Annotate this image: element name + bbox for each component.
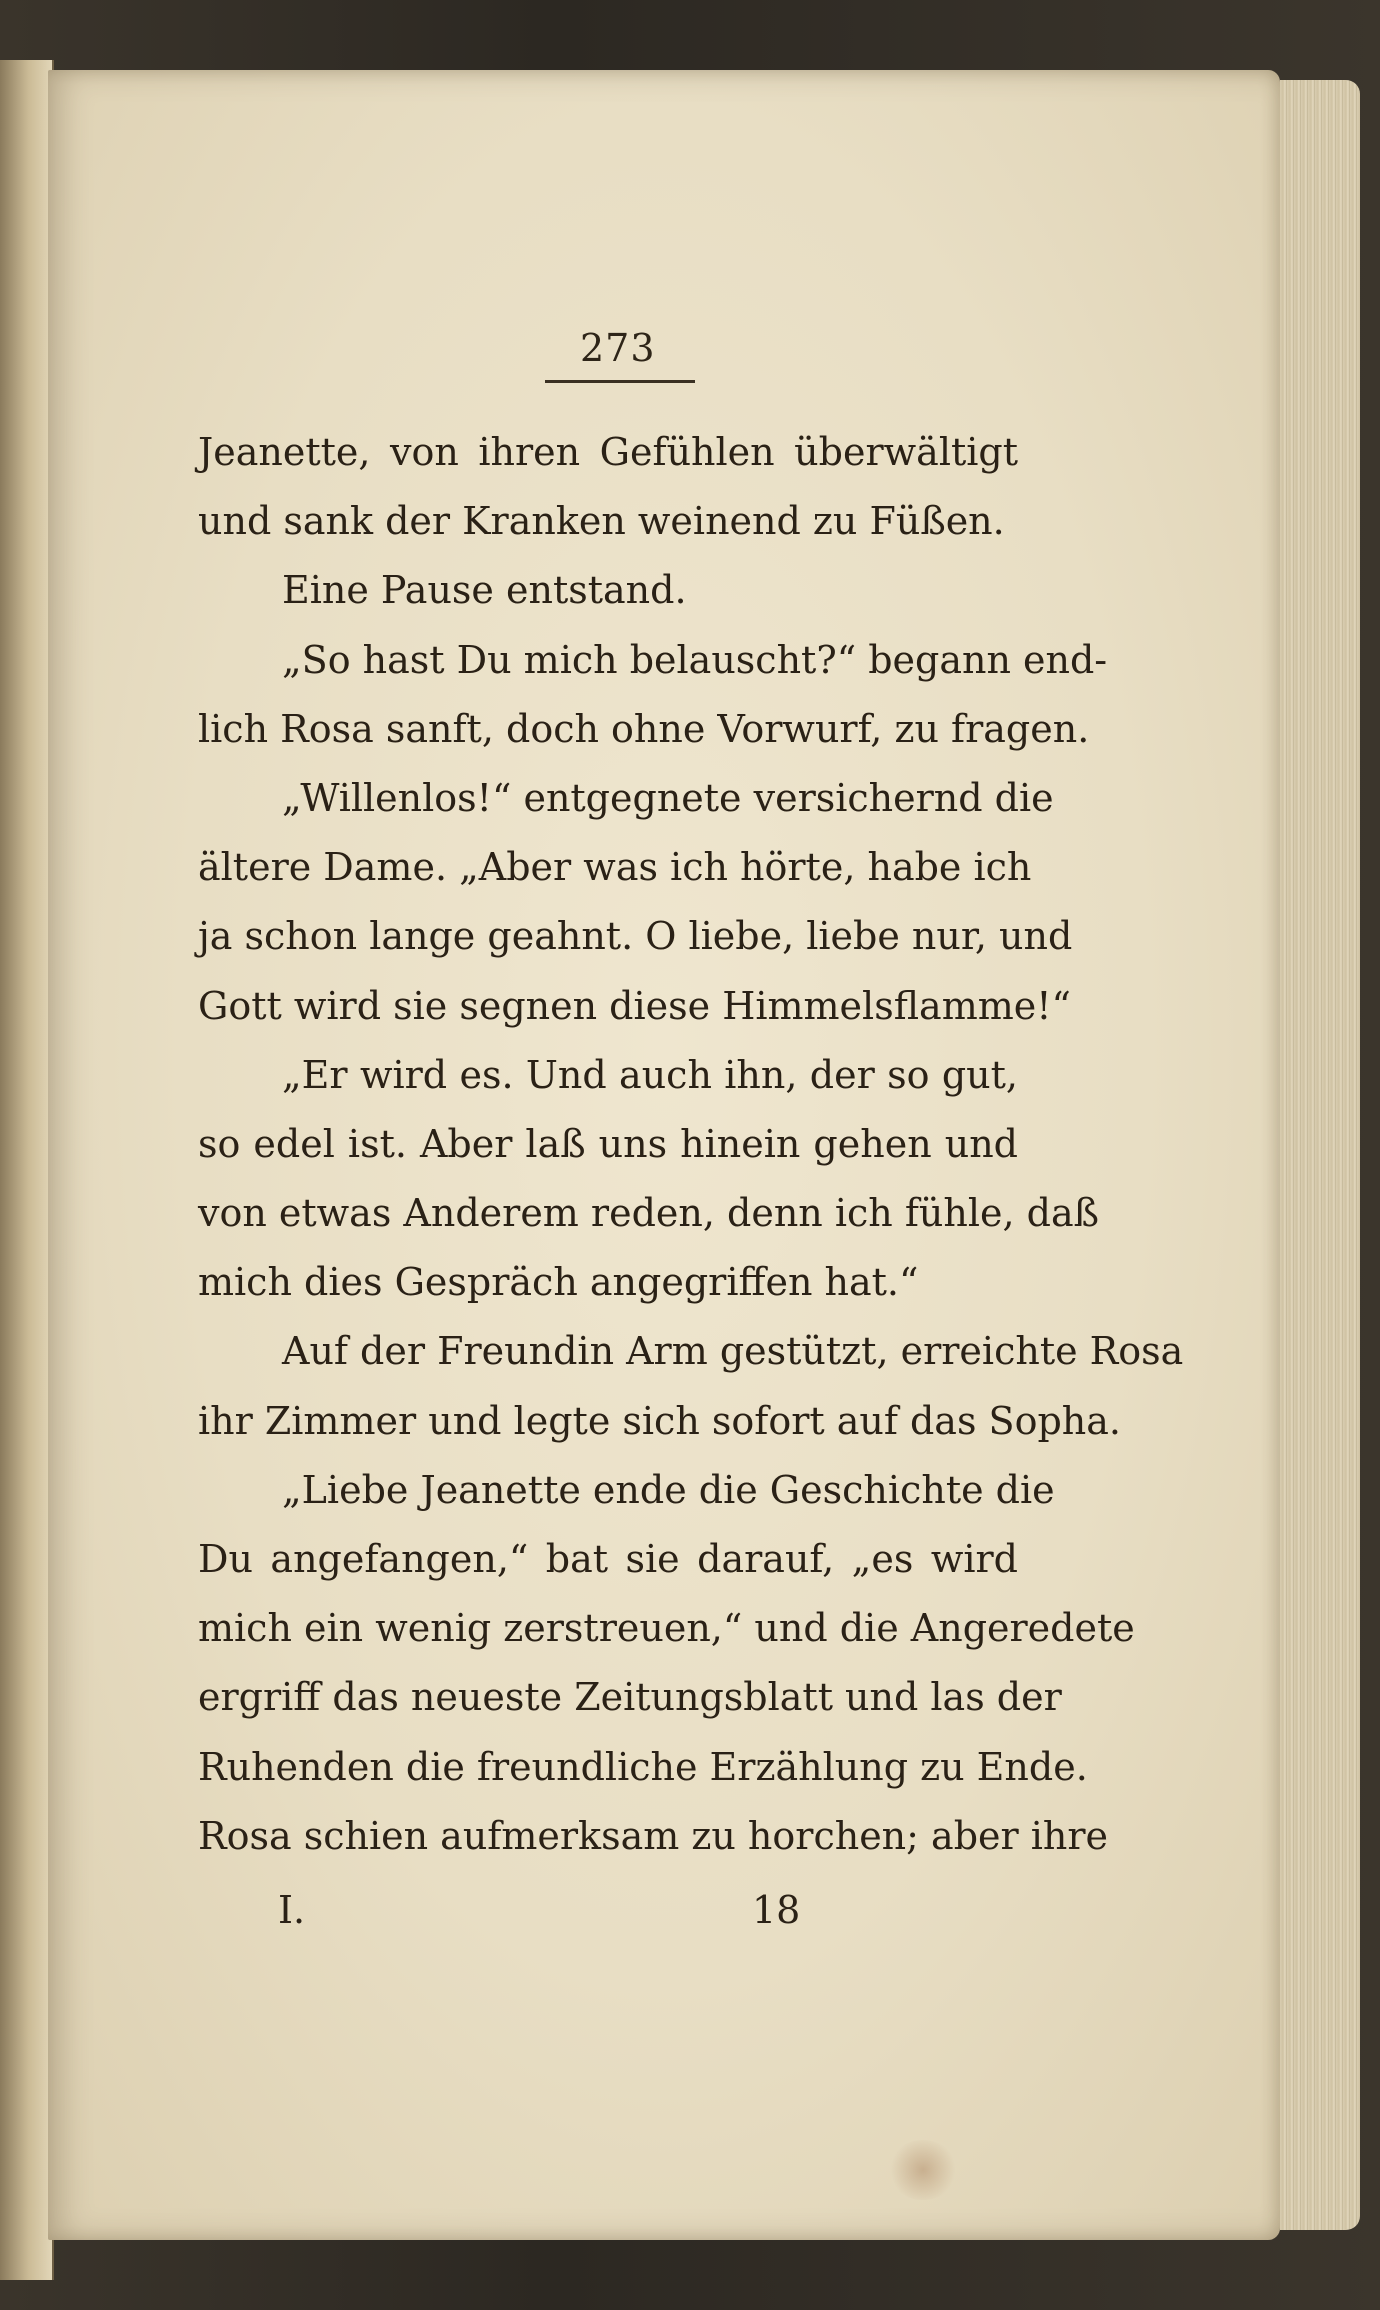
- page-stack-edges: [1280, 80, 1360, 2230]
- signature-mark: I.: [278, 1888, 306, 1932]
- paper-stain: [888, 2140, 958, 2200]
- previous-page-edge: [0, 60, 54, 2280]
- text-line: Eine Pause entstand.: [282, 568, 687, 613]
- text-line: „Er wird es. Und auch ihn, der so gut,: [282, 1052, 1018, 1097]
- text-line: so edel ist. Aber laß uns hinein gehen und: [198, 1121, 1018, 1166]
- sheet-number: 18: [752, 1888, 801, 1932]
- text-line: mich dies Gespräch angegriffen hat.“: [198, 1260, 919, 1305]
- text-line: Rosa schien aufmerksam zu horchen; aber ihre: [198, 1813, 1109, 1858]
- text-line: und sank der Kranken weinend zu Füßen.: [198, 499, 1005, 544]
- page-number: 273: [580, 326, 656, 370]
- text-line: Gott wird sie segnen diese Himmelsflamme!“: [198, 983, 1071, 1028]
- header-rule: [545, 380, 695, 383]
- text-line: Ruhenden die freundliche Erzählung zu Ende.: [198, 1744, 1088, 1789]
- text-line: „So hast Du mich belauscht?“ begann end-: [282, 637, 1108, 682]
- text-line: „Liebe Jeanette ende die Geschichte die: [282, 1467, 1055, 1512]
- text-line: ältere Dame. „Aber was ich hörte, habe ich: [198, 845, 1032, 890]
- text-line: Auf der Freundin Arm gestützt, erreichte Rosa: [282, 1329, 1184, 1374]
- text-line: ergriff das neueste Zeitungsblatt und las der: [198, 1675, 1062, 1720]
- body-text: [198, 418, 1184, 1871]
- text-line: Du angefangen,“ bat sie darauf, „es wird: [198, 1537, 1018, 1581]
- text-line: mich ein wenig zerstreuen,“ und die Angeredete: [198, 1606, 1135, 1651]
- text-line: ihr Zimmer und legte sich sofort auf das Sopha.: [198, 1398, 1121, 1443]
- text-line: von etwas Anderem reden, denn ich fühle, daß: [198, 1191, 1100, 1236]
- text-line: ja schon lange geahnt. O liebe, liebe nur, und: [198, 914, 1073, 959]
- text-line: lich Rosa sanft, doch ohne Vorwurf, zu fragen.: [198, 706, 1090, 751]
- text-line: Jeanette, von ihren Gefühlen überwältigt: [198, 430, 1018, 474]
- text-line: „Willenlos!“ entgegnete versichernd die: [282, 775, 1054, 820]
